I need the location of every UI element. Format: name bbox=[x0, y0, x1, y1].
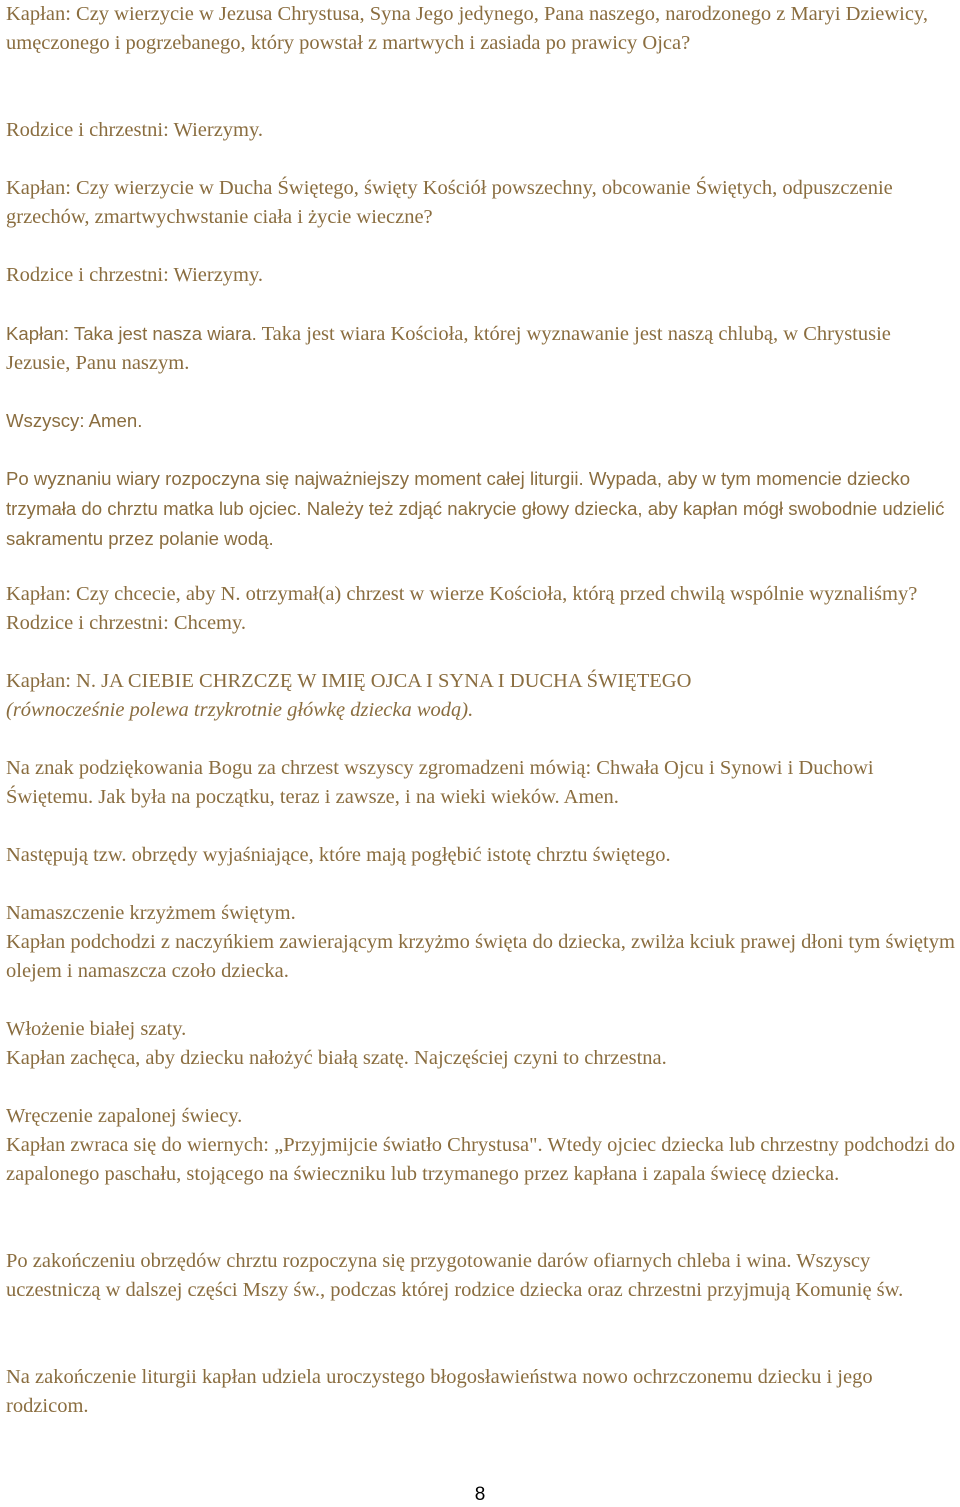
paragraph-doxology: Na znak podziękowania Bogu za chrzest wszyscy zgromadzeni mówią: Chwała Ojcu i Synowi i Duchowi Świętemu. Jak była na początku, teraz i zawsze, i na wieki wieków. Amen. bbox=[6, 757, 874, 808]
white-garment-text: Kapłan zachęca, aby dziecku nałożyć białą szatę. Najczęściej czyni to chrzestna. bbox=[6, 1047, 667, 1069]
our-faith-rest: Taka jest wiara Kościoła, której wyznawanie jest naszą chlubą, w Chrystusie Jezusie, Panu naszym. bbox=[6, 323, 891, 374]
paragraph-amen: Wszyscy: Amen. bbox=[6, 410, 143, 431]
anointing-heading: Namaszczenie krzyżmem świętym. bbox=[6, 902, 296, 924]
paragraph-anointing bbox=[6, 899, 956, 986]
paragraph-our-faith bbox=[6, 319, 956, 378]
paragraph-explanatory-rites: Następują tzw. obrzędy wyjaśniające, które mają pogłębić istotę chrztu świętego. bbox=[6, 844, 671, 866]
candle-text: Kapłan zwraca się do wiernych: „Przyjmijcie światło Chrystusa". Wtedy ojciec dziecka lub chrzestny podchodzi do zapalonego paschału, stojącego na świeczniku lub trzymanego przez kapłana i zapala świecę dziecka. bbox=[6, 1134, 955, 1185]
baptism-formula: Kapłan: N. JA CIEBIE CHRZCZĘ W IMIĘ OJCA I SYNA I DUCHA ŚWIĘTEGO bbox=[6, 670, 692, 692]
paragraph-creed-spirit: Kapłan: Czy wierzycie w Ducha Świętego, święty Kościół powszechny, obcowanie Świętych, odpuszczenie grzechów, zmartwychwstanie ciała i życie wieczne? bbox=[6, 177, 893, 228]
paragraph-question-baptism: Kapłan: Czy chcecie, aby N. otrzymał(a) chrzest w wierze Kościoła, którą przed chwilą wspólnie wyznaliśmy? Rodzice i chrzestni: Chcemy. bbox=[6, 583, 918, 634]
paragraph-white-garment bbox=[6, 1015, 956, 1073]
paragraph-creed-jesus: Kapłan: Czy wierzycie w Jezusa Chrystusa, Syna Jego jedynego, Pana naszego, narodzonego z Maryi Dziewicy, umęczonego i pogrzebanego, który powstał z martwych i zasiada po prawicy Ojca? bbox=[6, 3, 929, 54]
paragraph-main-moment: Po wyznaniu wiary rozpoczyna się najważniejszy moment całej liturgii. Wypada, aby w tym momencie dziecko trzymała do chrztu matka lub ojciec. Należy też zdjąć nakrycie głowy dziecka, aby kapłan mógł swobodnie udzielić sakramentu przez polanie wodą. bbox=[6, 468, 945, 549]
paragraph-blessing: Na zakończenie liturgii kapłan udziela uroczystego błogosławieństwa nowo ochrzczonemu dziecku i jego rodzicom. bbox=[6, 1366, 873, 1417]
paragraph-offertory: Po zakończeniu obrzędów chrztu rozpoczyna się przygotowanie darów ofiarnych chleba i wina. Wszyscy uczestniczą w dalszej części Mszy św., podczas której rodzice dziecka oraz chrzestni przyjmują Komunię św. bbox=[6, 1250, 904, 1301]
baptism-rubric: (równocześnie polewa trzykrotnie główkę dziecka wodą). bbox=[6, 699, 474, 721]
anointing-text: Kapłan podchodzi z naczyńkiem zawierającym krzyżmo święta do dziecka, zwilża kciuk prawej dłoni tym świętym olejem i namaszcza czoło dziecka. bbox=[6, 931, 955, 982]
candle-heading: Wręczenie zapalonej świecy. bbox=[6, 1105, 243, 1127]
white-garment-heading: Włożenie białej szaty. bbox=[6, 1018, 187, 1040]
paragraph-candle bbox=[6, 1102, 956, 1189]
paragraph-response-2: Rodzice i chrzestni: Wierzymy. bbox=[6, 264, 264, 286]
paragraph-baptism-formula bbox=[6, 667, 956, 725]
page-number: 8 bbox=[474, 1484, 486, 1505]
our-faith-lead: Kapłan: Taka jest nasza wiara. bbox=[6, 323, 257, 344]
paragraph-response-1: Rodzice i chrzestni: Wierzymy. bbox=[6, 119, 264, 141]
